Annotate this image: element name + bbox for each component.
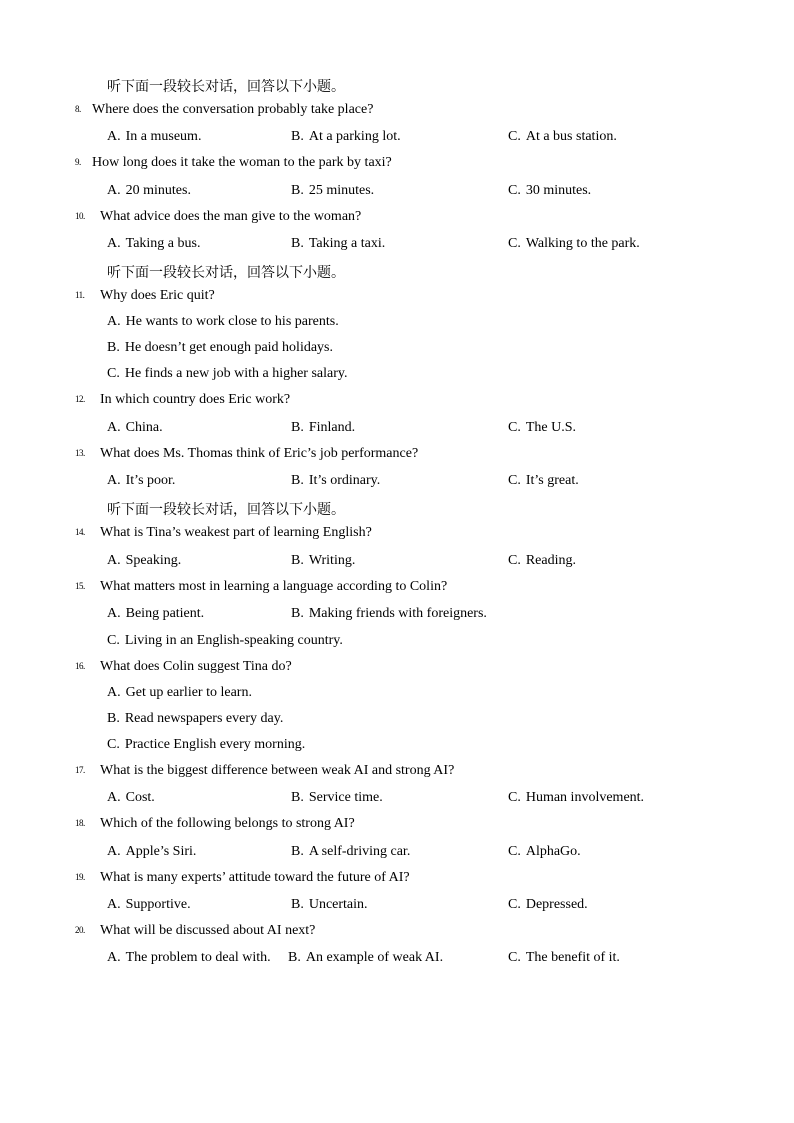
option-text: Reading. <box>525 553 576 568</box>
option-text: An example of weak AI. <box>305 950 444 965</box>
option-text: 30 minutes. <box>525 183 592 198</box>
option-text: Walking to the park. <box>525 236 640 251</box>
question-text: What does Ms. Thomas think of Eric’s job performance? <box>100 446 419 461</box>
option-label: B. <box>107 340 120 355</box>
option-a <box>107 129 201 145</box>
option-text: Uncertain. <box>308 897 368 912</box>
option-label: C. <box>508 950 521 965</box>
option-a <box>107 553 181 569</box>
question-number: 12. <box>75 394 85 404</box>
option-b <box>291 129 401 145</box>
question-10 <box>0 209 794 233</box>
question-text: What matters most in learning a language according to Colin? <box>100 579 448 594</box>
option-label: A. <box>107 844 121 859</box>
question-number: 15. <box>75 581 85 591</box>
option-b <box>291 473 380 489</box>
option-text: Depressed. <box>525 897 588 912</box>
option-label: B. <box>291 473 304 488</box>
option-c <box>107 737 305 753</box>
question-16 <box>0 659 794 683</box>
option-text: He doesn’t get enough paid holidays. <box>124 340 333 355</box>
option-b <box>291 553 355 569</box>
option-text: It’s poor. <box>125 473 176 488</box>
question-text: In which country does Eric work? <box>100 392 291 407</box>
section-instruction-1: 听下面一段较长对话，回答以下小题。 <box>107 79 345 95</box>
option-a <box>107 790 155 806</box>
question-number: 17. <box>75 765 85 775</box>
option-label: B. <box>291 236 304 251</box>
option-text: It’s great. <box>525 473 579 488</box>
question-18 <box>0 816 794 840</box>
option-text: He wants to work close to his parents. <box>125 314 339 329</box>
question-text: What does Colin suggest Tina do? <box>100 659 292 674</box>
option-text: He finds a new job with a higher salary. <box>124 366 348 381</box>
option-b <box>291 897 368 913</box>
question-8 <box>0 102 794 126</box>
option-b <box>291 420 355 436</box>
option-label: B. <box>291 553 304 568</box>
option-text: Taking a taxi. <box>308 236 386 251</box>
option-label: C. <box>508 790 521 805</box>
option-b <box>291 183 374 199</box>
option-label: A. <box>107 606 121 621</box>
option-label: A. <box>107 183 121 198</box>
option-label: A. <box>107 129 121 144</box>
question-text: Which of the following belongs to strong AI? <box>100 816 355 831</box>
option-a <box>107 473 175 489</box>
option-label: C. <box>508 844 521 859</box>
option-a <box>107 606 204 622</box>
option-text: Speaking. <box>125 553 182 568</box>
option-text: The U.S. <box>525 420 577 435</box>
option-a <box>107 897 191 913</box>
option-label: A. <box>107 790 121 805</box>
option-label: A. <box>107 236 121 251</box>
option-text: Making friends with foreigners. <box>308 606 487 621</box>
option-label: C. <box>107 737 120 752</box>
option-text: Being patient. <box>125 606 205 621</box>
question-19 <box>0 870 794 894</box>
option-c <box>508 420 576 436</box>
option-c <box>508 897 588 913</box>
question-text: What is Tina’s weakest part of learning English? <box>100 525 372 540</box>
option-label: C. <box>508 420 521 435</box>
question-number: 9. <box>75 157 81 167</box>
question-text: What is the biggest difference between weak AI and strong AI? <box>100 763 455 778</box>
option-c <box>508 790 644 806</box>
option-text: Apple’s Siri. <box>125 844 197 859</box>
option-label: B. <box>291 420 304 435</box>
option-label: C. <box>508 897 521 912</box>
option-a <box>107 420 163 436</box>
option-text: AlphaGo. <box>525 844 581 859</box>
option-label: A. <box>107 685 121 700</box>
option-label: A. <box>107 553 121 568</box>
option-text: Supportive. <box>125 897 191 912</box>
option-b <box>291 606 487 622</box>
option-label: C. <box>508 236 521 251</box>
option-label: A. <box>107 950 121 965</box>
option-text: Human involvement. <box>525 790 645 805</box>
option-text: Cost. <box>125 790 155 805</box>
option-label: A. <box>107 897 121 912</box>
option-text: Practice English every morning. <box>124 737 306 752</box>
option-label: B. <box>291 897 304 912</box>
option-text: Finland. <box>308 420 356 435</box>
option-text: Service time. <box>308 790 383 805</box>
option-c <box>508 129 617 145</box>
option-label: C. <box>508 473 521 488</box>
option-b <box>291 790 383 806</box>
option-label: C. <box>107 633 120 648</box>
option-a <box>107 950 271 966</box>
question-12 <box>0 392 794 416</box>
section-instruction-2: 听下面一段较长对话，回答以下小题。 <box>107 265 345 281</box>
option-text: In a museum. <box>125 129 202 144</box>
option-text: Writing. <box>308 553 356 568</box>
option-label: B. <box>291 606 304 621</box>
option-text: Taking a bus. <box>125 236 201 251</box>
question-number: 16. <box>75 661 85 671</box>
question-text: What is many experts’ attitude toward the future of AI? <box>100 870 410 885</box>
option-a <box>107 844 196 860</box>
option-text: 25 minutes. <box>308 183 375 198</box>
option-label: C. <box>508 129 521 144</box>
option-c <box>508 950 620 966</box>
option-label: A. <box>107 473 121 488</box>
question-15 <box>0 579 794 603</box>
option-c <box>107 366 347 382</box>
option-text: The problem to deal with. <box>125 950 271 965</box>
option-a <box>107 314 339 330</box>
question-text: Why does Eric quit? <box>100 288 215 303</box>
question-20 <box>0 923 794 947</box>
question-number: 13. <box>75 448 85 458</box>
option-b <box>291 844 410 860</box>
option-text: Read newspapers every day. <box>124 711 284 726</box>
question-13 <box>0 446 794 470</box>
question-text: Where does the conversation probably take place? <box>92 102 374 117</box>
option-text: Living in an English-speaking country. <box>124 633 343 648</box>
question-number: 10. <box>75 211 85 221</box>
option-c <box>508 473 579 489</box>
option-a <box>107 236 200 252</box>
question-9 <box>0 155 794 179</box>
section-instruction-3: 听下面一段较长对话，回答以下小题。 <box>107 502 345 518</box>
option-c <box>508 553 576 569</box>
option-c <box>508 844 581 860</box>
question-14 <box>0 525 794 549</box>
option-text: China. <box>125 420 163 435</box>
option-text: Get up earlier to learn. <box>125 685 252 700</box>
question-text: What advice does the man give to the woman? <box>100 209 362 224</box>
question-number: 8. <box>75 104 81 114</box>
option-label: A. <box>107 420 121 435</box>
option-label: C. <box>508 183 521 198</box>
question-text: How long does it take the woman to the park by taxi? <box>92 155 392 170</box>
option-b <box>291 236 385 252</box>
option-label: B. <box>291 844 304 859</box>
option-label: C. <box>508 553 521 568</box>
option-label: C. <box>107 366 120 381</box>
question-11 <box>0 288 794 312</box>
option-text: A self-driving car. <box>308 844 411 859</box>
option-a <box>107 183 191 199</box>
option-label: A. <box>107 314 121 329</box>
question-number: 20. <box>75 925 85 935</box>
question-number: 14. <box>75 527 85 537</box>
option-c <box>508 236 640 252</box>
option-label: B. <box>107 711 120 726</box>
question-17 <box>0 763 794 787</box>
option-b <box>288 950 443 966</box>
option-text: 20 minutes. <box>125 183 191 198</box>
option-label: B. <box>291 183 304 198</box>
question-number: 19. <box>75 872 85 882</box>
option-a <box>107 685 252 701</box>
option-text: It’s ordinary. <box>308 473 381 488</box>
option-c <box>107 633 343 649</box>
option-label: B. <box>288 950 301 965</box>
option-text: At a parking lot. <box>308 129 401 144</box>
question-text: What will be discussed about AI next? <box>100 923 316 938</box>
option-text: At a bus station. <box>525 129 617 144</box>
option-text: The benefit of it. <box>525 950 620 965</box>
option-b <box>107 340 333 356</box>
option-b <box>107 711 283 727</box>
question-number: 11. <box>75 290 85 300</box>
option-label: B. <box>291 790 304 805</box>
question-number: 18. <box>75 818 85 828</box>
option-label: B. <box>291 129 304 144</box>
option-c <box>508 183 591 199</box>
